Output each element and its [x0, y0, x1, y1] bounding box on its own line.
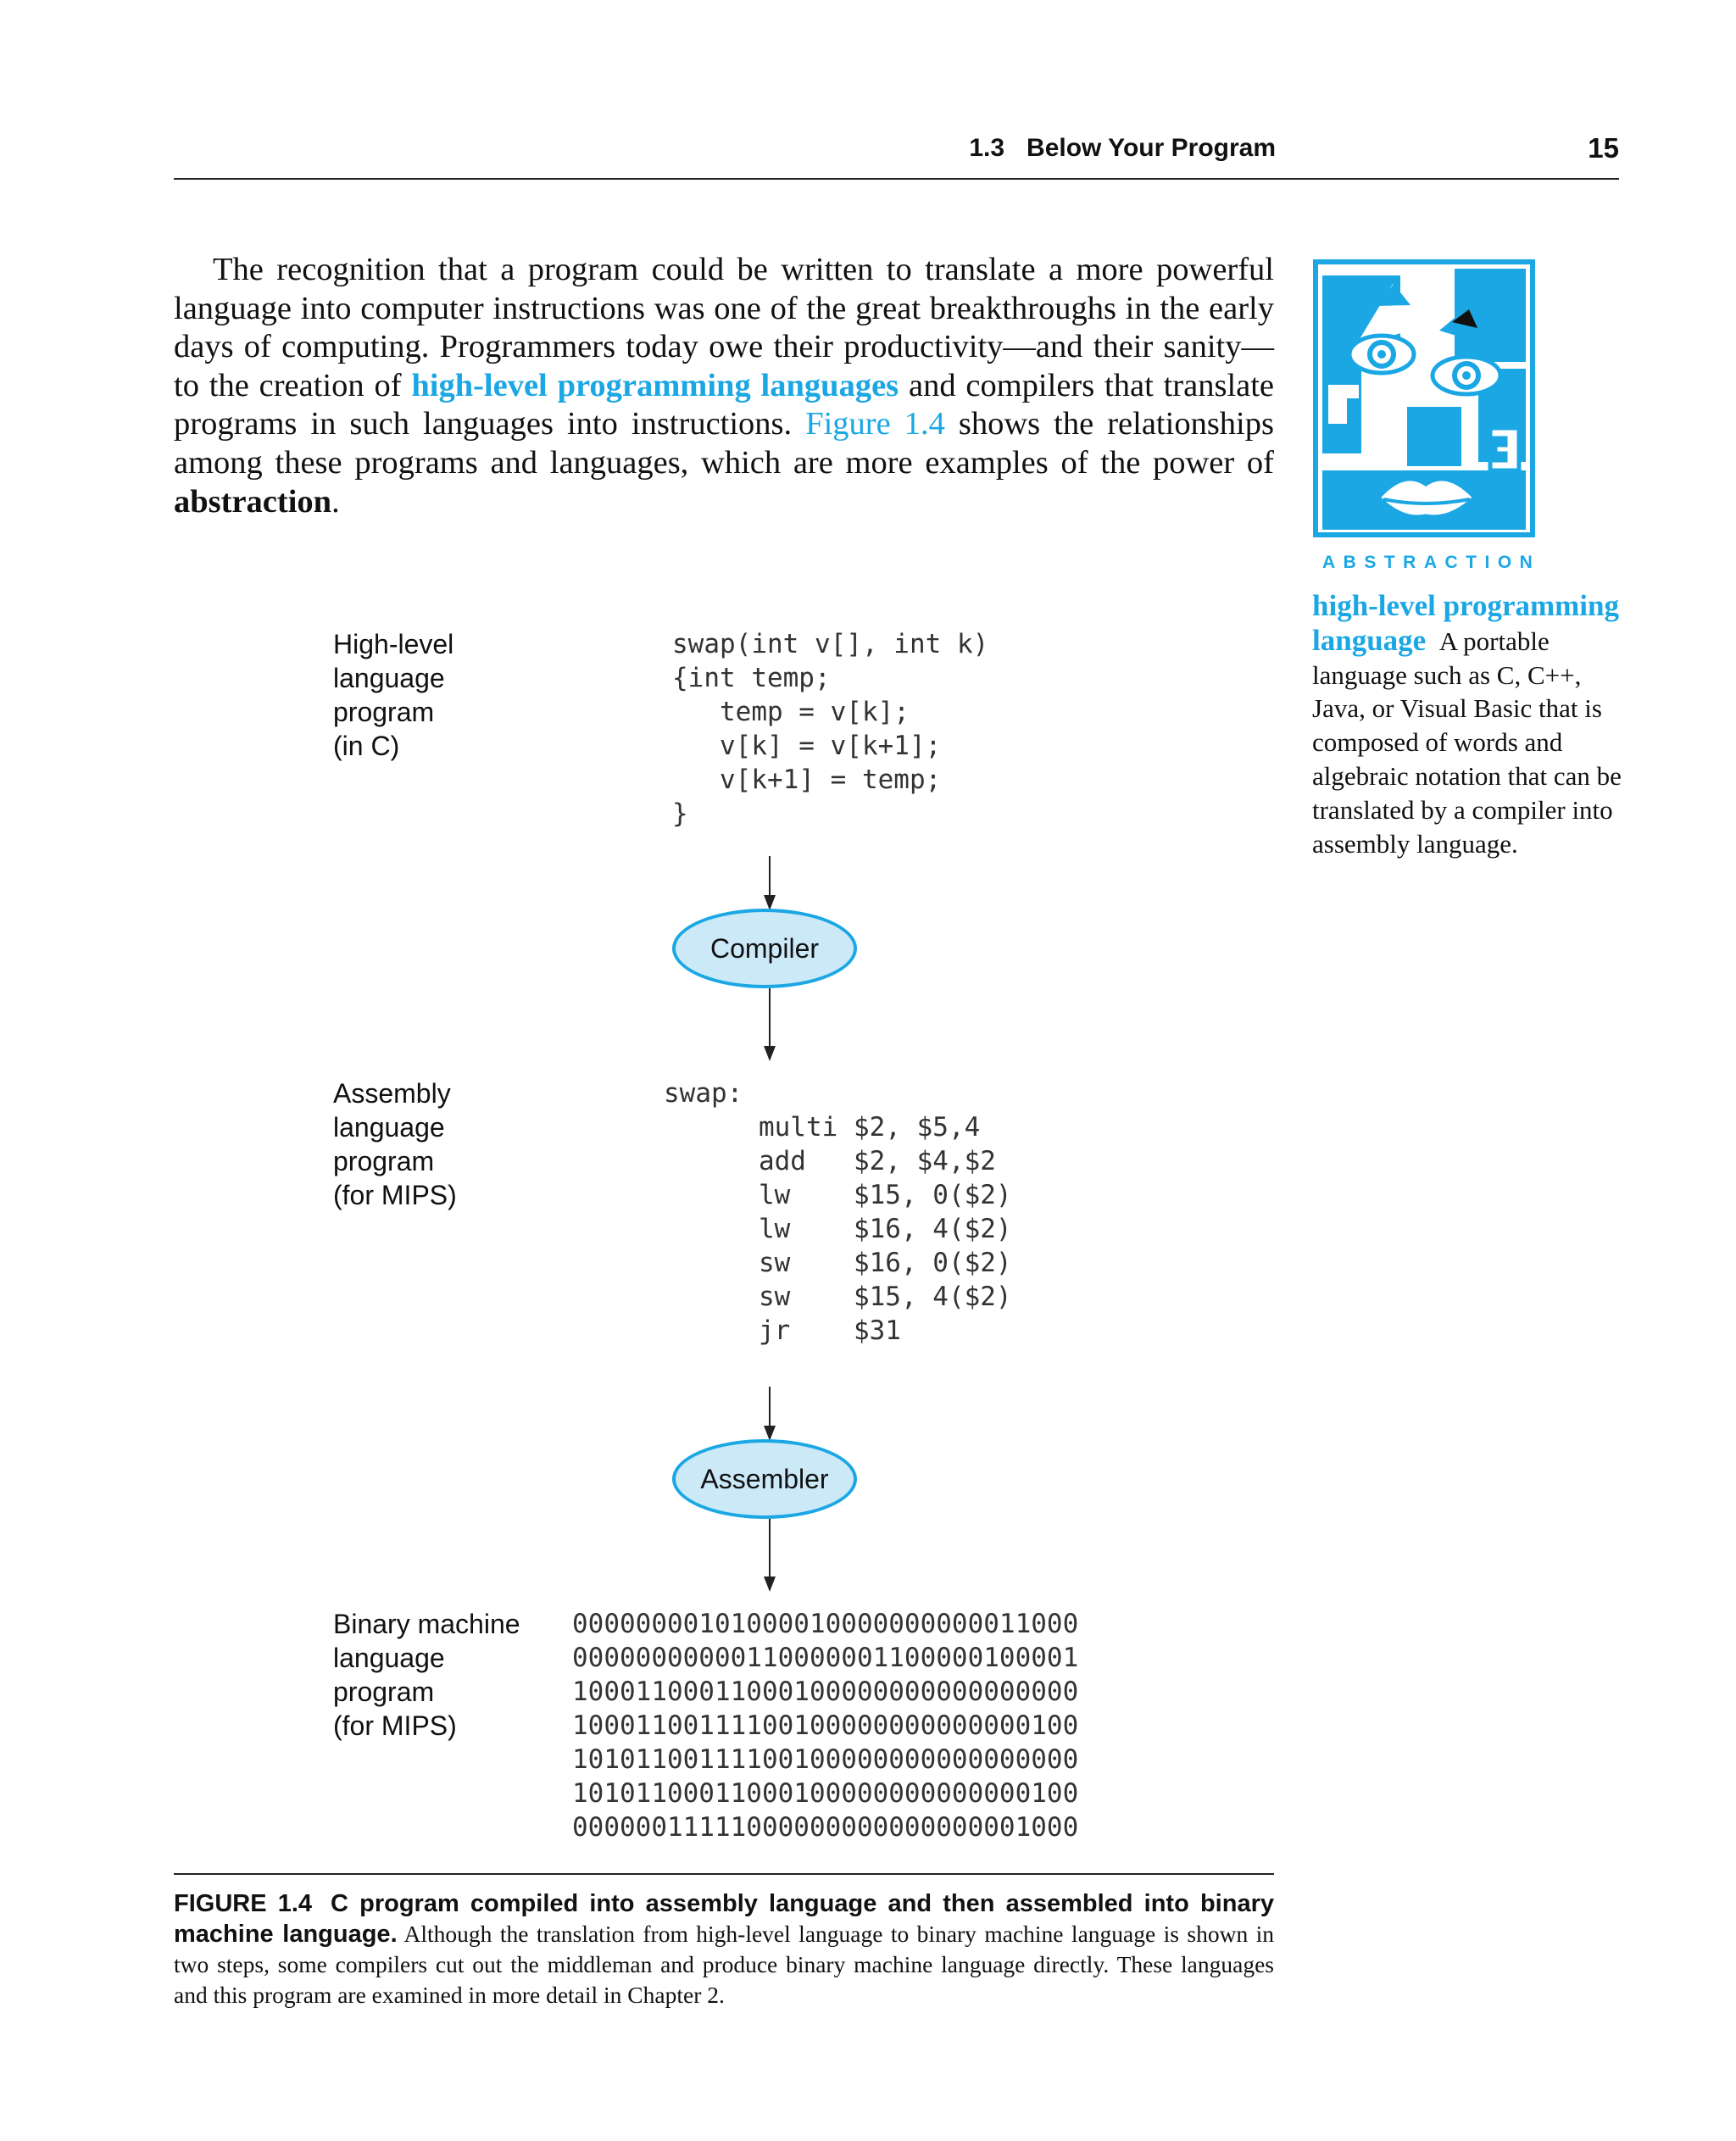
- arrow-to-assembler: [769, 1387, 771, 1439]
- body-paragraph: [174, 251, 1274, 521]
- page-number: 15: [1588, 132, 1619, 164]
- page-header: [174, 127, 1619, 180]
- arrow-from-assembler: [769, 1519, 771, 1590]
- caption-text: Although the translation from high-level language to binary machine language is shown in two steps, some compilers cut out the middleman and produce binary machine language directly. These languages and this program are examined in more detail in Chapter 2.: [174, 1921, 1275, 2008]
- caption-title: C program compiled into assembly language and then assembled into binary machine language.: [174, 1890, 1274, 1948]
- arrow-from-compiler: [769, 988, 771, 1059]
- section-number: 1.3: [969, 134, 1005, 162]
- body-text-end: .: [331, 483, 340, 520]
- section-title: Below Your Program: [1027, 134, 1276, 162]
- body-text-2: and compilers that translate programs in such languages into instructions.: [174, 367, 1275, 442]
- glossary-definition: A portable language such as C, C++, Java, or Visual Basic that is composed of words and algebraic notation that can be translated by a compiler into assembly language.: [1312, 626, 1622, 859]
- glossary-term: high-level programming language: [1312, 589, 1619, 657]
- assembly-code: swap: multi $2, $5,4 add $2, $4,$2 lw $15, 0($2) lw $16, 4($2) sw $16, 0($2) sw $15, 4($2) jr $31: [664, 1078, 1012, 1346]
- glossary-entry: [1312, 589, 1626, 860]
- figure-1-4: [174, 610, 1274, 1865]
- running-head: [969, 134, 1276, 163]
- assembly-label: Assembly language program (for MIPS): [333, 1078, 457, 1210]
- compiler-node: Compiler: [672, 909, 857, 988]
- abstraction-label: ABSTRACTION: [1322, 553, 1541, 572]
- body-text-3: shows the relationships among these programs and languages, which are more examples of the power of: [174, 406, 1274, 481]
- c-code: swap(int v[], int k) {int temp; temp = v[k]; v[k] = v[k+1]; v[k+1] = temp; }: [672, 629, 989, 829]
- body-text-1: The recognition that a program could be written to translate a more powerful language into computer instructions was one of the great breakthroughs in the early days of computing. Programmers today owe their productivity—and their sanity—to the creation of: [174, 252, 1274, 403]
- arrow-to-compiler: [769, 856, 771, 909]
- assembler-node: Assembler: [672, 1439, 857, 1519]
- term-abstraction: abstraction: [174, 483, 332, 520]
- caption-figure-number: FIGURE 1.4: [174, 1890, 313, 1917]
- binary-code: 00000000101000010000000000011000 00000000000110000001100000100001 10001100011000100000000000000000 10001100111100100000000000000100 10101100111100100000000000000000 10101100011000100000000000000100 00000011111000000000000000001000: [572, 1609, 1079, 1843]
- figure-caption: [174, 1888, 1274, 2010]
- abstraction-face-icon: [1312, 259, 1536, 538]
- binary-label: Binary machine language program (for MIPS): [333, 1609, 520, 1741]
- term-high-level-languages: high-level programming languages: [411, 367, 899, 403]
- caption-rule: [174, 1873, 1274, 1875]
- header-rule: [174, 178, 1619, 180]
- high-level-label: High-level language program (in C): [333, 629, 454, 761]
- figure-reference-link[interactable]: Figure 1.4: [805, 406, 945, 442]
